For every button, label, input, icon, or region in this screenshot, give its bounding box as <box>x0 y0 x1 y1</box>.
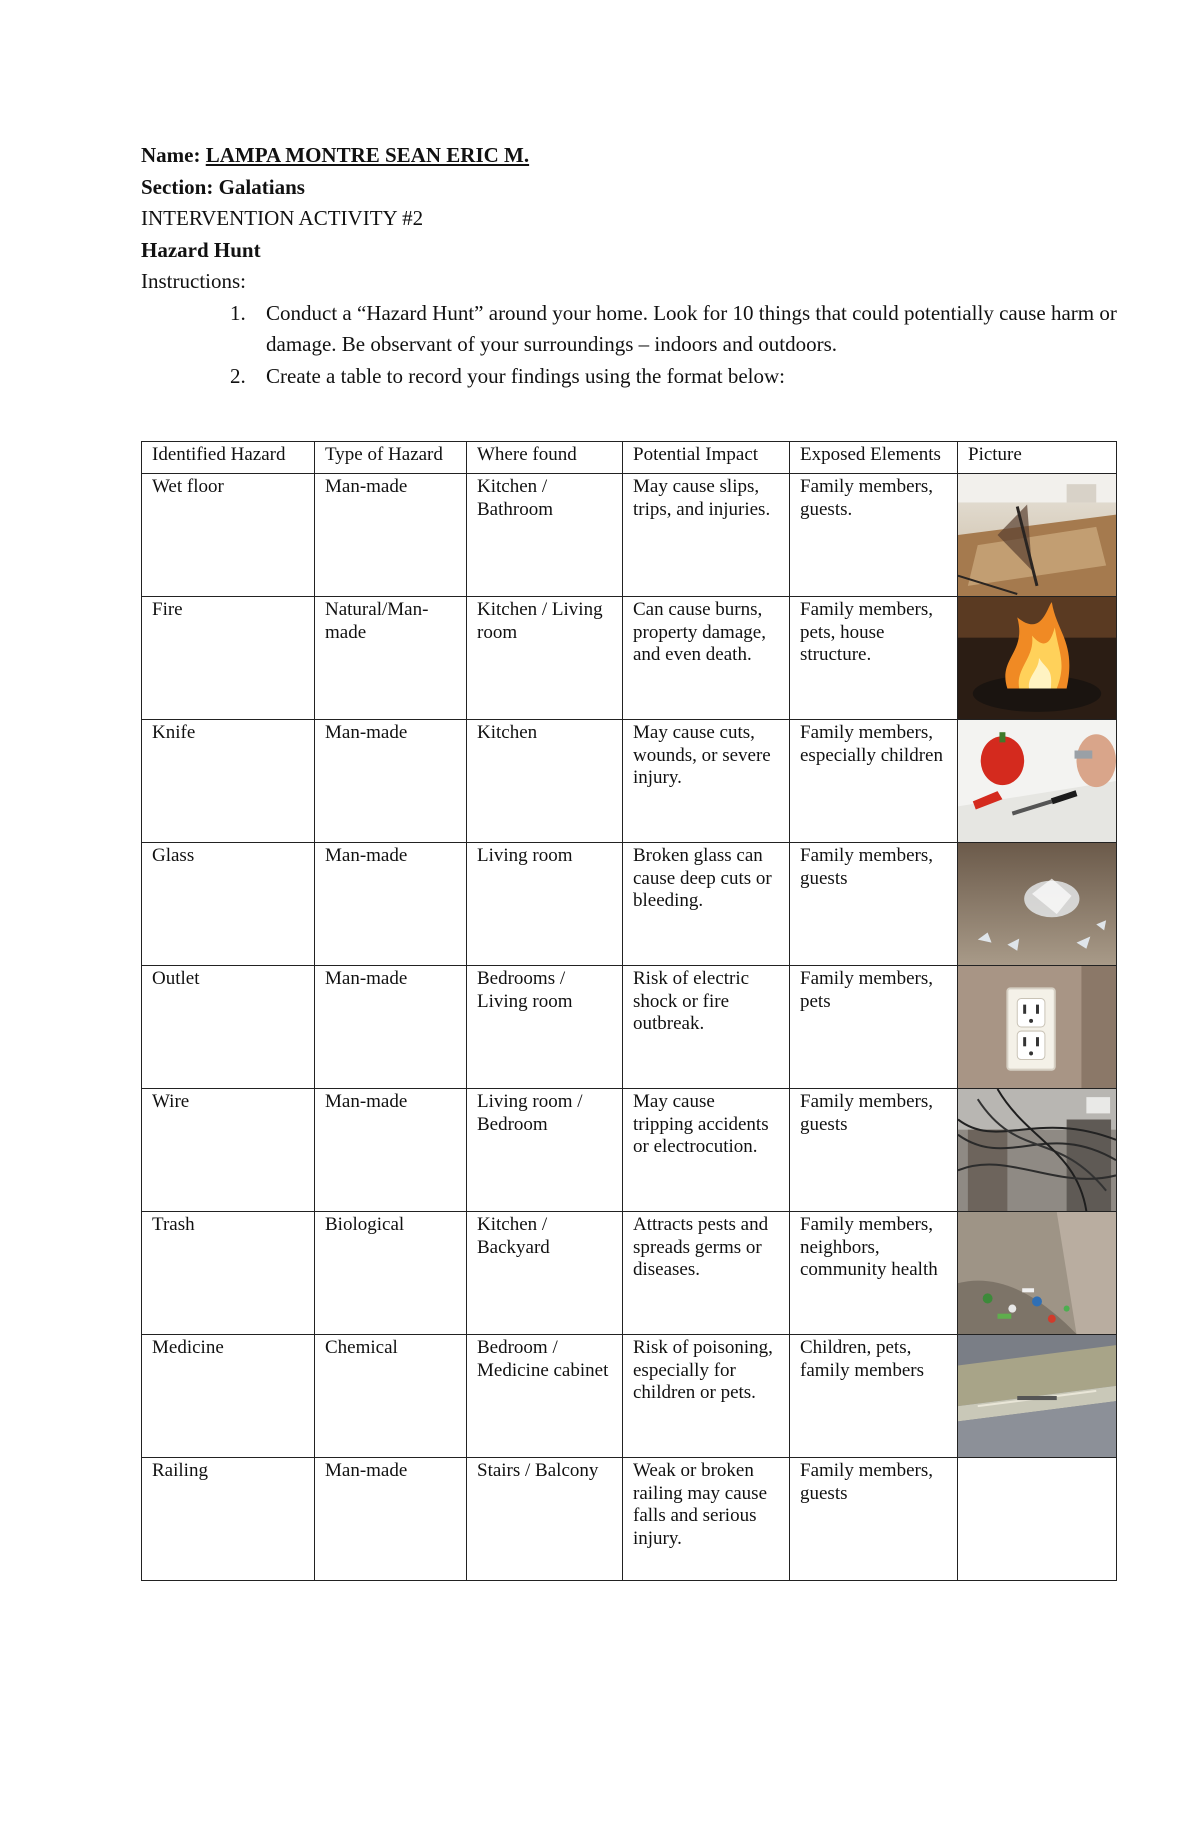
exposed-cell: Family members, pets <box>790 966 958 1089</box>
where-cell: Kitchen <box>467 720 623 843</box>
type-cell: Man-made <box>315 843 467 966</box>
exposed-cell: Family members, guests <box>790 843 958 966</box>
exposed-cell: Family members, guests. <box>790 474 958 597</box>
knife-photo <box>958 720 1116 842</box>
table-row <box>142 474 1117 597</box>
impact-cell: Weak or broken railing may cause falls and serious injury. <box>623 1458 790 1581</box>
type-cell: Man-made <box>315 474 467 597</box>
hazard-cell: Railing <box>142 1458 315 1581</box>
column-header: Picture <box>958 442 1117 474</box>
picture-cell <box>958 966 1117 1089</box>
instruction-number: 2. <box>230 363 246 388</box>
exposed-cell: Family members, guests <box>790 1458 958 1581</box>
exposed-cell: Family members, guests <box>790 1089 958 1212</box>
where-cell: Stairs / Balcony <box>467 1458 623 1581</box>
where-cell: Living room <box>467 843 623 966</box>
picture-cell <box>958 597 1117 720</box>
column-header: Exposed Elements <box>790 442 958 474</box>
impact-cell: May cause slips, trips, and injuries. <box>623 474 790 597</box>
wet-floor-photo <box>958 474 1116 596</box>
glass-photo <box>958 843 1116 965</box>
where-cell: Living room / Bedroom <box>467 1089 623 1212</box>
instruction-text: Create a table to record your findings using the format below: <box>266 363 786 388</box>
hazard-cell: Trash <box>142 1212 315 1335</box>
impact-cell: Risk of electric shock or fire outbreak. <box>623 966 790 1089</box>
exposed-cell: Family members, pets, house structure. <box>790 597 958 720</box>
hazard-cell: Knife <box>142 720 315 843</box>
name-label: Name: <box>141 143 201 167</box>
picture-cell <box>958 1458 1117 1581</box>
impact-cell: Risk of poisoning, especially for children or pets. <box>623 1335 790 1458</box>
instruction-text: Conduct a “Hazard Hunt” around your home. Look for 10 things that could potentially cause harm or damage. Be observant of your surroundings – indoors and outdoors. <box>266 300 1117 356</box>
where-cell: Bedrooms / Living room <box>467 966 623 1089</box>
exposed-cell: Children, pets, family members <box>790 1335 958 1458</box>
exposed-cell: Family members, neighbors, community health <box>790 1212 958 1335</box>
type-cell: Biological <box>315 1212 467 1335</box>
hazard-cell: Wet floor <box>142 474 315 597</box>
where-cell: Kitchen / Bathroom <box>467 474 623 597</box>
table-row <box>142 1212 1117 1335</box>
column-header: Identified Hazard <box>142 442 315 474</box>
impact-cell: Attracts pests and spreads germs or diseases. <box>623 1212 790 1335</box>
section-label: Section: <box>141 174 214 199</box>
type-cell: Man-made <box>315 1458 467 1581</box>
picture-cell <box>958 843 1117 966</box>
exposed-cell: Family members, especially children <box>790 720 958 843</box>
hazard-cell: Wire <box>142 1089 315 1212</box>
student-name: LAMPA MONTRE SEAN ERIC M. <box>205 143 530 167</box>
picture-cell <box>958 1335 1117 1458</box>
table-row <box>142 1335 1117 1458</box>
type-cell: Man-made <box>315 720 467 843</box>
table-header-row <box>142 442 1117 474</box>
type-cell: Natural/Man-made <box>315 597 467 720</box>
where-cell: Kitchen / Backyard <box>467 1212 623 1335</box>
section-line <box>141 172 1121 204</box>
impact-cell: Broken glass can cause deep cuts or bleeding. <box>623 843 790 966</box>
type-cell: Chemical <box>315 1335 467 1458</box>
type-cell: Man-made <box>315 966 467 1089</box>
hazard-table <box>141 441 1117 1581</box>
fire-photo <box>958 597 1116 719</box>
instruction-number: 1. <box>230 300 246 325</box>
hazard-cell: Outlet <box>142 966 315 1089</box>
table-row <box>142 843 1117 966</box>
wire-photo <box>958 1089 1116 1211</box>
where-cell: Bedroom / Medicine cabinet <box>467 1335 623 1458</box>
table-row <box>142 597 1117 720</box>
table-row <box>142 720 1117 843</box>
hazard-cell: Fire <box>142 597 315 720</box>
outlet-photo <box>958 966 1116 1088</box>
trash-photo <box>958 1212 1116 1334</box>
medicine-photo <box>958 1335 1116 1457</box>
picture-cell <box>958 1212 1117 1335</box>
picture-cell <box>958 1089 1117 1212</box>
impact-cell: May cause cuts, wounds, or severe injury. <box>623 720 790 843</box>
picture-cell <box>958 720 1117 843</box>
instructions-label: Instructions: <box>141 269 246 293</box>
instruction-item <box>141 361 1121 393</box>
instruction-item <box>141 298 1121 361</box>
where-cell: Kitchen / Living room <box>467 597 623 720</box>
column-header: Potential Impact <box>623 442 790 474</box>
type-cell: Man-made <box>315 1089 467 1212</box>
activity-subtitle: Hazard Hunt <box>141 237 261 262</box>
name-line <box>141 140 1121 172</box>
impact-cell: Can cause burns, property damage, and even death. <box>623 597 790 720</box>
table-row <box>142 1089 1117 1212</box>
document-header <box>141 140 1121 392</box>
table-row <box>142 1458 1117 1581</box>
column-header: Type of Hazard <box>315 442 467 474</box>
section-value: Galatians <box>218 174 305 199</box>
instructions-list <box>141 298 1121 393</box>
table-row <box>142 966 1117 1089</box>
hazard-cell: Glass <box>142 843 315 966</box>
picture-cell <box>958 474 1117 597</box>
column-header: Where found <box>467 442 623 474</box>
activity-title: INTERVENTION ACTIVITY #2 <box>141 206 424 230</box>
impact-cell: May cause tripping accidents or electrocution. <box>623 1089 790 1212</box>
hazard-cell: Medicine <box>142 1335 315 1458</box>
